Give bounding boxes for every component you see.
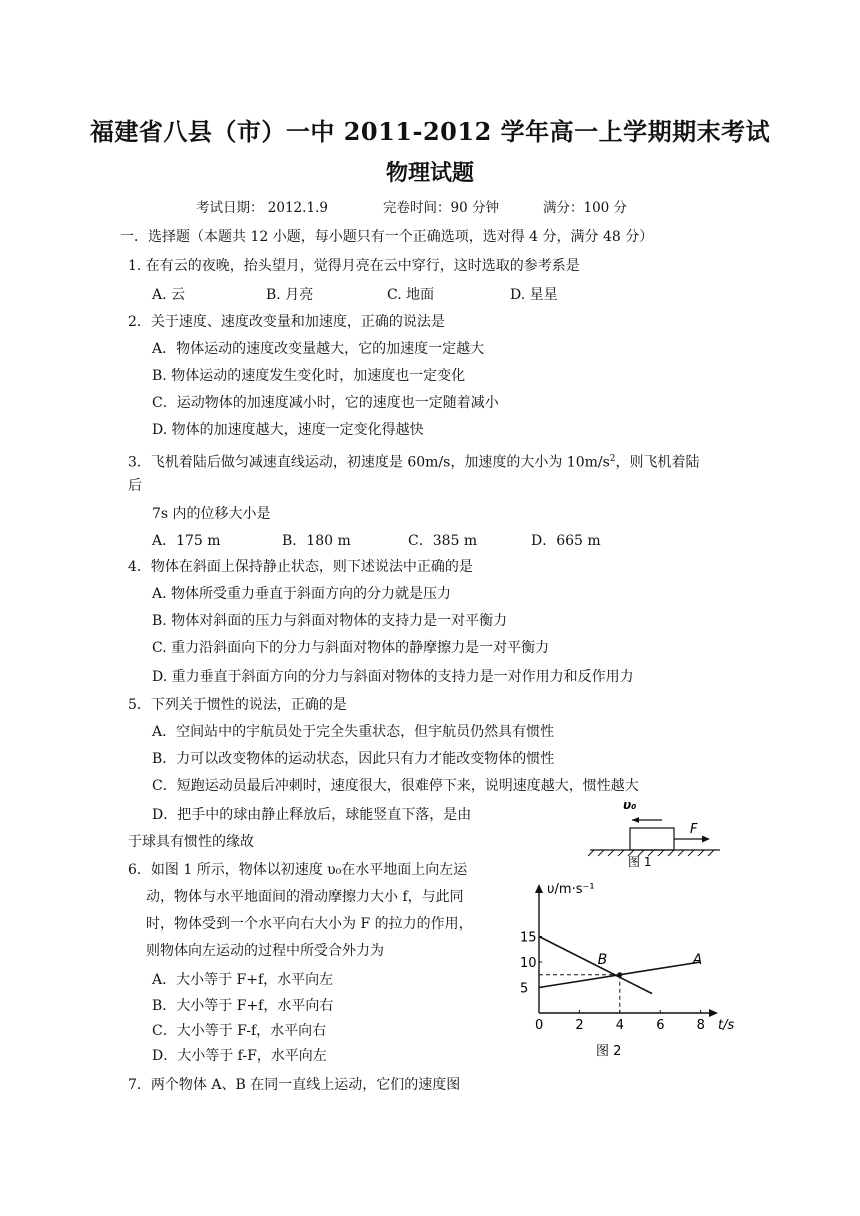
q5-option-d-line2: 于球具有惯性的缘故 [128, 834, 254, 850]
y-tick-label: 15 [520, 930, 537, 946]
q6-stem-line2: 动，物体与水平地面间的滑动摩擦力大小 f，与此同 [146, 889, 464, 905]
y-tick-label: 5 [520, 981, 529, 997]
q6-stem-line3: 时，物体受到一个水平向右大小为 F 的拉力的作用， [146, 916, 473, 932]
exam-subtitle: 物理试题 [385, 160, 474, 186]
fig1-v0-label: υ₀ [623, 798, 637, 812]
series-label-a: A [692, 952, 703, 968]
q3-option-a: A．175 m [152, 533, 221, 549]
x-tick-label: 4 [615, 1018, 625, 1033]
q1-option-a: A. 云 [152, 287, 186, 303]
fig1-caption: 图 1 [628, 855, 652, 869]
q5-stem: 5．下列关于惯性的说法，正确的是 [128, 697, 347, 713]
q2-option-a: A．物体运动的速度改变量越大，它的加速度一定越大 [152, 341, 485, 357]
q4-option-a: A. 物体所受重力垂直于斜面方向的分力就是压力 [152, 586, 452, 602]
exam-date: 考试日期： 2012.1.9 [196, 200, 328, 216]
q1-option-d: D. 星星 [510, 287, 558, 303]
exam-duration: 完卷时间：90 分钟 [383, 200, 499, 216]
q5-option-d-line1: D．把手中的球由静止释放后，球能竖直下落，是由 [152, 807, 472, 823]
q3-stem-a: 3．飞机着陆后做匀减速直线运动，初速度是 60m/s，加速度的大小为 10m/s [128, 454, 610, 471]
section-heading: 一．选择题（本题共 12 小题，每小题只有一个正确选项，选对得 4 分，满分 48 分） [120, 229, 654, 245]
chart-ticks [520, 931, 705, 1034]
chart-x-axis-arrow [709, 1009, 718, 1017]
chart-x-axis-label: t/s [718, 1018, 735, 1033]
figure-2-chart [512, 876, 752, 1066]
q3-stem-line1 [128, 449, 700, 473]
x-tick-label: 6 [656, 1018, 665, 1033]
x-tick-label: 8 [696, 1018, 705, 1033]
q3-stem-sup: 2 [609, 454, 616, 464]
q1-option-c: C. 地面 [387, 287, 435, 303]
q5-option-c: C．短跑运动员最后冲刺时，速度很大，很难停下来，说明速度越大，惯性越大 [152, 778, 639, 794]
q6-stem-line4: 则物体向左运动的过程中所受合外力为 [146, 943, 384, 959]
intersection-point [617, 972, 622, 977]
exam-title: 福建省八县（市）一中 2011-2012 学年高一上学期期末考试 [89, 117, 771, 146]
fig1-v0-arrow-head [632, 817, 639, 823]
q4-option-d: D. 重力垂直于斜面方向的分力与斜面对物体的支持力是一对作用力和反作用力 [152, 669, 634, 685]
chart-series [539, 937, 702, 994]
fig1-force-label: F [690, 822, 698, 837]
q5-option-b: B．力可以改变物体的运动状态，因此只有力才能改变物体的惯性 [152, 751, 555, 767]
y-tick-label: 10 [520, 956, 537, 971]
series-label-b: B [597, 952, 608, 969]
x-tick-label: 2 [575, 1018, 584, 1033]
q3-stem-line3: 7s 内的位移大小是 [152, 506, 271, 522]
q4-option-c: C. 重力沿斜面向下的分力与斜面对物体的静摩擦力是一对平衡力 [152, 640, 550, 656]
chart-y-axis-label: υ/m·s⁻¹ [547, 882, 595, 897]
fig1-force-arrow-head [702, 836, 710, 843]
q6-option-a: A．大小等于 F+f，水平向左 [152, 972, 334, 988]
q3-option-b: B．180 m [282, 533, 351, 549]
chart-caption: 图 2 [596, 1044, 622, 1059]
q4-stem: 4．物体在斜面上保持静止状态，则下述说法中正确的是 [128, 559, 473, 575]
fig1-block [630, 828, 674, 850]
q5-option-a: A．空间站中的宇航员处于完全失重状态，但宇航员仍然具有惯性 [152, 724, 555, 740]
q2-option-b: B. 物体运动的速度发生变化时，加速度也一定变化 [152, 368, 466, 384]
q3-stem-line2: 后 [128, 478, 142, 494]
q6-option-d: D．大小等于 f-F，水平向左 [152, 1048, 327, 1064]
figure-1 [580, 792, 730, 870]
q6-option-c: C．大小等于 F-f，水平向右 [152, 1023, 327, 1039]
q2-stem: 2．关于速度、速度改变量和加速度，正确的说法是 [128, 314, 445, 330]
q1-stem: 1. 在有云的夜晚，抬头望月，觉得月亮在云中穿行，这时选取的参考系是 [128, 258, 580, 274]
chart-y-axis-arrow [535, 884, 543, 893]
q1-option-b: B. 月亮 [266, 287, 314, 303]
q2-option-c: C．运动物体的加速度减小时，它的速度也一定随着减小 [152, 395, 499, 411]
q2-option-d: D. 物体的加速度越大，速度一定变化得越快 [152, 422, 424, 438]
x-tick-label: 0 [535, 1018, 544, 1033]
q7-stem: 7．两个物体 A、B 在同一直线上运动，它们的速度图 [128, 1077, 461, 1093]
q6-stem-line1: 6．如图 1 所示，物体以初速度 υ₀在水平地面上向左运 [128, 862, 468, 878]
q3-option-c: C．385 m [408, 533, 478, 549]
q3-option-d: D．665 m [531, 533, 601, 549]
q3-stem-b: ，则飞机着陆 [615, 454, 700, 471]
q6-option-b: B．大小等于 F+f，水平向右 [152, 998, 334, 1014]
exam-full-score: 满分：100 分 [543, 200, 628, 216]
q4-option-b: B. 物体对斜面的压力与斜面对物体的支持力是一对平衡力 [152, 613, 508, 629]
